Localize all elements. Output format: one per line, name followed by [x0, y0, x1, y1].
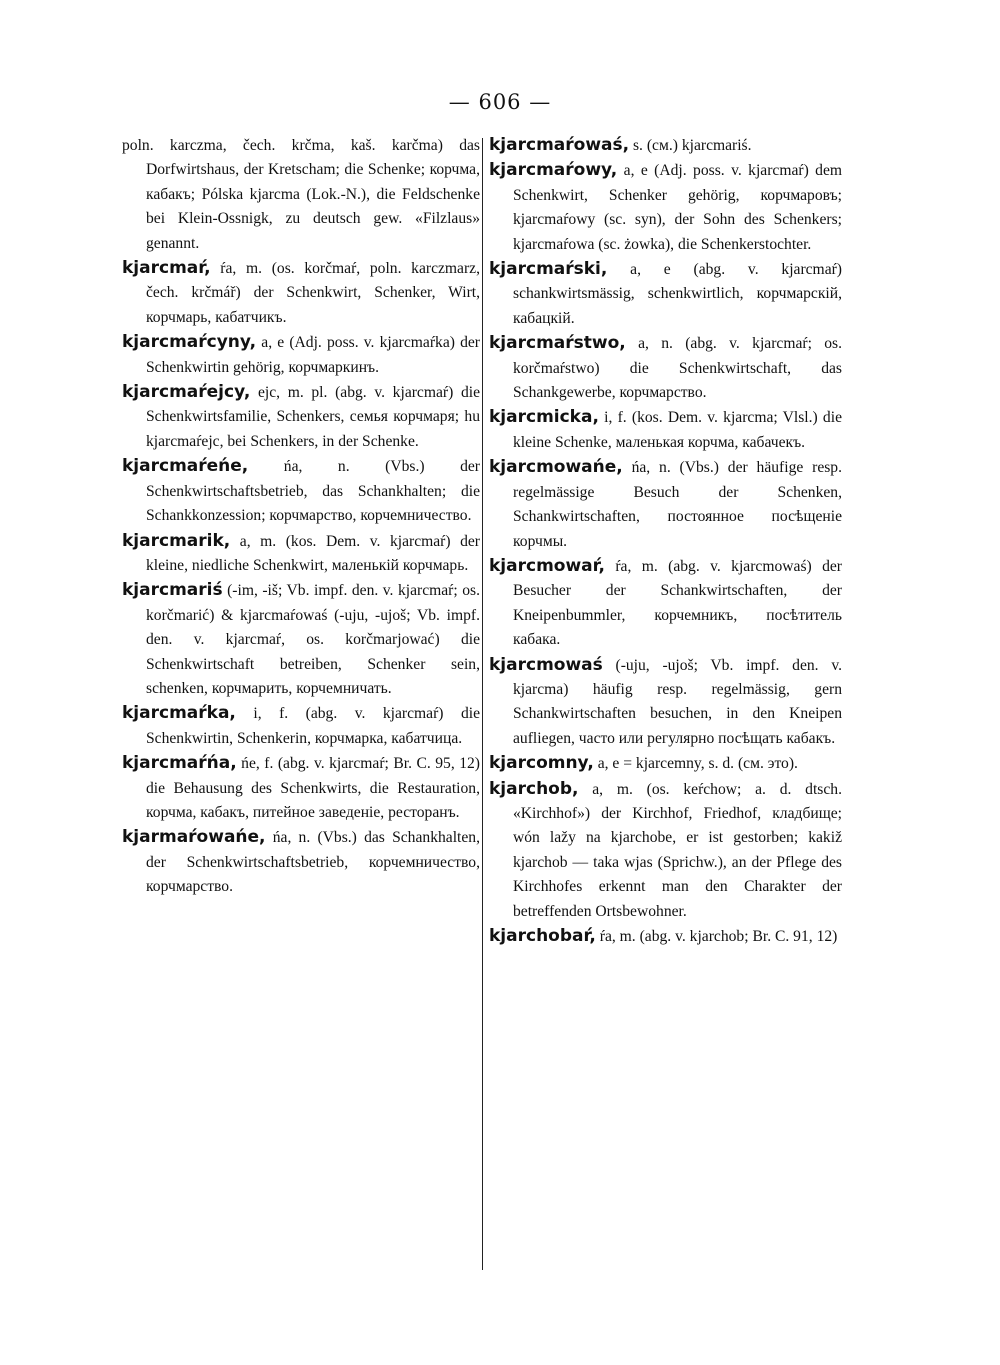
- entry-lemma: kjarcmaŕski,: [489, 259, 608, 280]
- entry-text: s. (см.) kjarcmariś.: [632, 137, 752, 154]
- dictionary-entry: [487, 924, 842, 949]
- dictionary-entry: [120, 701, 480, 751]
- entry-lemma: kjarcmaŕka,: [122, 703, 236, 724]
- entry-text: a, e (Adj. poss. v. kjarcmaŕka) der Schenkwirtin gehörig, корчмаркинъ.: [146, 334, 481, 376]
- entry-lemma: kjarcmowańe,: [489, 457, 623, 478]
- entry-lemma: kjarcmowaŕ,: [489, 555, 605, 576]
- dictionary-entry: [120, 256, 480, 330]
- entry-text: (-im, -iš; Vb. impf. den. v. kjarcmaŕ; os. korčmarić) & kjarcmaŕowaś (-uju, -ujoš; Vb. impf. den. v. kjarcmaŕ, os. korčmarjować) die Schenkwirtschaft betreiben, Schenker sein, schenken, корчмарить, корчемничать.: [146, 582, 480, 697]
- entry-text: ńa, n. (Vbs.) das Schankhalten, der Schenkwirtschaftsbetrieb, корчемничество, корчмарство.: [146, 829, 480, 896]
- entry-text: ejc, m. pl. (abg. v. kjarcmaŕ) die Schenkwirtsfamilie, Schenkers, семья корчмаря; hu kjarcmaŕejc, bei Schenkers, in der Schenke.: [146, 384, 480, 450]
- entry-lemma: kjarcmaŕcyny,: [122, 332, 257, 353]
- entry-text: ńa, n. (Vbs.) der häufige resp. regelmässige Besuch der Schenken, Schankwirtschaften, постоянное посѣщеніе корчмы.: [513, 459, 843, 550]
- entry-lemma: kjarchob,: [489, 778, 579, 799]
- dictionary-entry: [120, 578, 480, 701]
- right-column: [487, 133, 842, 949]
- dictionary-entry: [120, 330, 480, 380]
- dictionary-entry: [120, 380, 480, 454]
- entry-text: ńe, f. (abg. v. kjarcmaŕ; Br. C. 95, 12) die Behausung des Schenkwirts, die Restauration, корчма, кабакъ, питейное заведеніе, ресторанъ.: [146, 755, 481, 821]
- entry-text: a, e = kjarcemny, s. d. (см. это).: [597, 755, 798, 773]
- entry-lemma: kjarcmaŕowy,: [489, 160, 618, 181]
- entry-lemma: kjarcmaŕejcy,: [122, 382, 251, 403]
- entry-lemma: kjarcmicka,: [489, 407, 599, 428]
- entry-lemma: kjarcomny,: [489, 753, 594, 774]
- entry-text: a, n. (abg. v. kjarcmaŕ; os. korčmaŕstwo) die Schenkwirtschaft, das Schankgewerbe, корчмарство.: [513, 335, 842, 402]
- entry-text: poln. karczma, čech. krčma, kaš. karčma) das Dorfwirtshaus, der Kretscham; die Schenke; корчма, кабакъ; Pólska kjarcma (Lok.-N.), die Feldschenke bei Klein-Ossnigk, zu deutsch gew. «Filzlaus» genannt.: [122, 137, 480, 252]
- dictionary-entry: [120, 529, 480, 579]
- entry-lemma: kjarchobaŕ,: [489, 926, 596, 946]
- entry-text: a, e (Adj. poss. v. kjarcmaŕ) dem Schenkwirt, Schenker gehörig, корчмаровъ; kjarcmaŕowy (sc. syn), der Sohn des Schenkers; kjarcmaŕowa (sc. żowka), die Schenkerstochter.: [513, 162, 843, 253]
- entry-lemma: kjarcmaŕstwo,: [489, 333, 626, 354]
- entry-text: ŕa, m. (abg. v. kjarcmowaś) der Besucher der Schankwirtschaften, der Kneipenbummler, корчемникъ, посѣтитель кабака.: [513, 557, 842, 649]
- dictionary-entry: [487, 331, 842, 405]
- entry-text: (-uju, -ujoš; Vb. impf. den. v. kjarcma) häufig resp. regelmässig, gern Schankwirtschaften besuchen, in den Kneipen aufliegen, часто или регулярно посѣщать кабакъ.: [513, 656, 842, 747]
- entry-text: i, f. (abg. v. kjarcmaŕ) die Schenkwirtin, Schenkerin, корчмарка, кабатчица.: [146, 705, 480, 747]
- entry-text: ŕa, m. (abg. v. kjarchob; Br. C. 91, 12): [599, 928, 838, 945]
- entry-text: a, m. (kos. Dem. v. kjarcmaŕ) der kleine, niedliche Schenkwirt, маленькій корчмарь.: [146, 532, 480, 574]
- entry-lemma: kjarcmariś: [122, 580, 223, 601]
- entry-text: a, m. (os. keŕchow; a. d. dtsch. «Kirchhof») der Kirchhof, Friedhof, кладбище; wón lažy na kjarchobe, er ist gestorben; kakiž kjarchob — taka wjas (Sprichw.), an der Pflege des Kirchhofes erkennt man den Charakter der betreffenden Ortsbewohner.: [513, 780, 842, 920]
- dictionary-entry: [120, 133, 480, 256]
- entry-text: i, f. (kos. Dem. v. kjarcma; Vlsl.) die kleine Schenke, маленькая корчма, кабачекъ.: [513, 409, 842, 451]
- entry-text: ńa, n. (Vbs.) der Schenkwirtschaftsbetrieb, das Schankhalten; die Schankkonzession; корчмарство, корчемничество.: [146, 458, 480, 525]
- dictionary-entry: [487, 554, 842, 653]
- column-divider: [482, 138, 483, 1270]
- entry-lemma: kjarcmaŕowaś,: [489, 135, 630, 155]
- entry-text: a, e (abg. v. kjarcmaŕ) schankwirtsmässig, schenkwirtlich, корчмарскій, кабацкій.: [513, 261, 842, 327]
- dictionary-entry: [487, 158, 842, 257]
- dictionary-entry: [120, 825, 480, 899]
- entry-lemma: kjarcmarik,: [122, 530, 231, 551]
- dictionary-entry: [487, 751, 842, 776]
- page-number: — 606 —: [448, 90, 552, 114]
- left-column: [120, 133, 480, 900]
- dictionary-entry: [487, 257, 842, 331]
- entry-text: ŕa, m. (os. korčmaŕ, poln. karczmarz, čech. krčmář) der Schenkwirt, Schenker, Wirt, корчмарь, кабатчикъ.: [146, 260, 480, 326]
- dictionary-entry: [487, 777, 842, 924]
- entry-lemma: kjarcmaŕ,: [122, 258, 211, 279]
- entry-lemma: kjarcmaŕeńe,: [122, 456, 249, 477]
- entry-lemma: kjarcmowaś: [489, 654, 603, 675]
- dictionary-entry: [120, 751, 480, 825]
- dictionary-entry: [487, 405, 842, 455]
- entry-lemma: kjarcmaŕńa,: [122, 753, 237, 774]
- dictionary-entry: [487, 455, 842, 554]
- dictionary-entry: [120, 454, 480, 528]
- dictionary-entry: [487, 653, 842, 752]
- dictionary-entry: [487, 133, 842, 158]
- entry-lemma: kjarmaŕowańe,: [122, 827, 266, 848]
